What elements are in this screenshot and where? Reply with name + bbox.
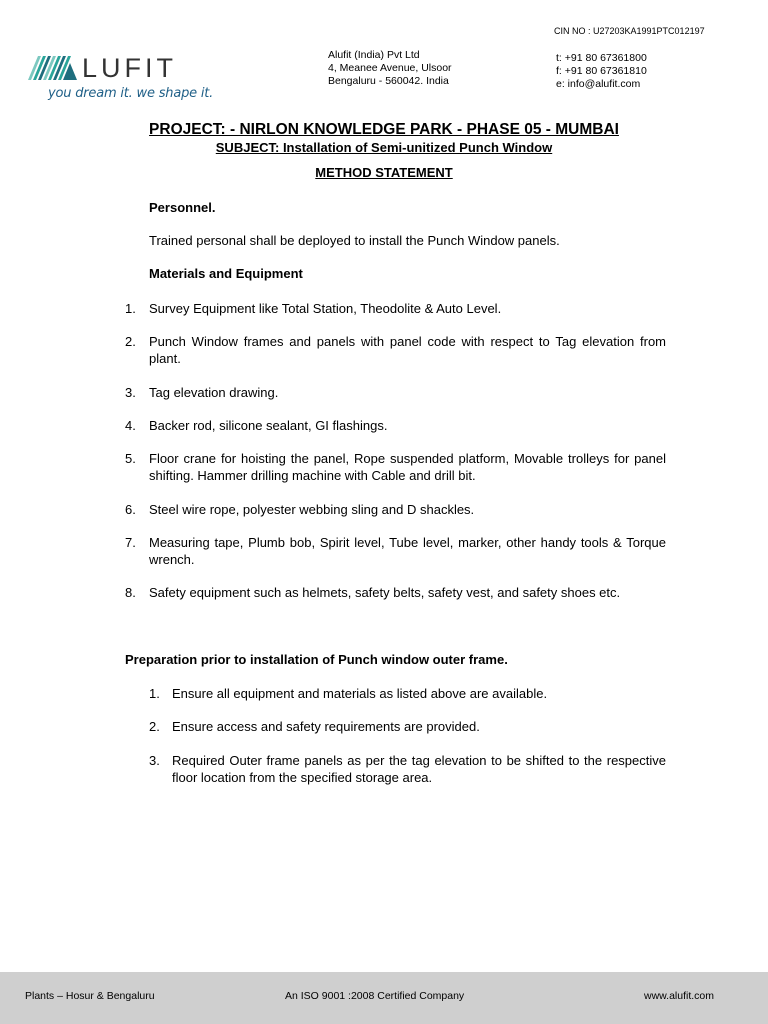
item-number: 7.: [125, 535, 136, 550]
item-text: Survey Equipment like Total Station, Theodolite & Auto Level.: [149, 301, 502, 316]
project-title: PROJECT: - NIRLON KNOWLEDGE PARK - PHASE 05 - MUMBAI: [149, 121, 619, 138]
item-number: 8.: [125, 585, 136, 600]
method-statement-title: METHOD STATEMENT: [315, 165, 453, 180]
item-number: 1.: [125, 301, 136, 316]
item-number: 3.: [125, 385, 136, 400]
list-item: [149, 718, 666, 735]
list-item: [125, 300, 666, 317]
item-number: 2.: [149, 719, 160, 734]
company-contact: [556, 52, 647, 91]
phone-number: t: +91 80 67361800: [556, 52, 647, 64]
address-line: Alufit (India) Pvt Ltd: [328, 49, 420, 61]
fax-number: f: +91 80 67361810: [556, 65, 647, 77]
address-line: 4, Meanee Avenue, Ulsoor: [328, 62, 452, 74]
item-text: Measuring tape, Plumb bob, Spirit level, Tube level, marker, other handy tools & Torque wrench.: [149, 535, 666, 567]
materials-heading: Materials and Equipment: [149, 266, 303, 281]
item-number: 3.: [149, 753, 160, 768]
logo-wordmark: LUFIT: [82, 53, 178, 83]
item-number: 5.: [125, 451, 136, 466]
address-line: Bengaluru - 560042. India: [328, 75, 449, 87]
list-item: [125, 584, 666, 618]
footer-website-link[interactable]: www.alufit.com: [644, 990, 715, 1002]
email-address: e: info@alufit.com: [556, 78, 641, 90]
list-item: [149, 752, 666, 786]
item-text: Tag elevation drawing.: [149, 385, 279, 400]
list-item: [125, 417, 666, 434]
item-text: Ensure all equipment and materials as listed above are available.: [172, 686, 548, 701]
item-text: Safety equipment such as helmets, safety belts, safety vest, and safety shoes etc.: [149, 585, 621, 600]
page-footer: [0, 972, 768, 1024]
list-item: [125, 501, 666, 518]
list-item: [149, 685, 666, 702]
personnel-text: Trained personal shall be deployed to install the Punch Window panels.: [149, 233, 560, 248]
footer-certification: An ISO 9001 :2008 Certified Company: [285, 990, 465, 1002]
item-number: 6.: [125, 502, 136, 517]
tagline: you dream it. we shape it.: [48, 86, 214, 101]
personnel-heading: Personnel.: [149, 200, 216, 215]
item-number: 4.: [125, 418, 136, 433]
list-item: [125, 450, 666, 484]
list-item: [125, 534, 666, 568]
item-number: 1.: [149, 686, 160, 701]
item-text: Backer rod, silicone sealant, GI flashings.: [149, 418, 388, 433]
list-item: [125, 384, 666, 401]
item-number: 2.: [125, 334, 136, 349]
item-text: Floor crane for hoisting the panel, Rope suspended platform, Movable trolleys for panel shifting. Hammer drilling machine with Cable and drill bit.: [149, 451, 666, 483]
subject-title: SUBJECT: Installation of Semi-unitized Punch Window: [215, 140, 553, 155]
preparation-heading: Preparation prior to installation of Punch window outer frame.: [125, 652, 508, 667]
list-item: [125, 333, 666, 367]
item-text: Punch Window frames and panels with panel code with respect to Tag elevation from plant.: [149, 334, 666, 366]
item-text: Required Outer frame panels as per the tag elevation to be shifted to the respective floor location from the specified storage area.: [172, 753, 666, 785]
footer-plants: Plants – Hosur & Bengaluru: [25, 990, 155, 1002]
logo-mark-icon: [28, 56, 77, 80]
item-text: Ensure access and safety requirements are provided.: [172, 719, 480, 734]
cin-number: CIN NO : U27203KA1991PTC012197: [554, 26, 705, 36]
company-address: [328, 49, 452, 88]
item-text: Steel wire rope, polyester webbing sling and D shackles.: [149, 502, 475, 517]
